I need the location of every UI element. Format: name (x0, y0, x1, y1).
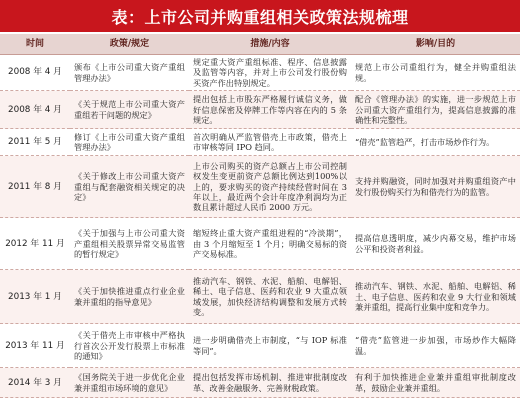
row-impact: “借壳”监管趋严，打击市场炒作行为。 (351, 129, 520, 156)
row-policy: 《关于加快推进重点行业企业兼并重组的指导意见》 (70, 270, 189, 324)
row-date: 2011 年 8 月 (0, 156, 70, 218)
row-policy: 《关于借壳上市审核中严格执行首次公开发行股票上市标准的通知》 (70, 324, 189, 368)
row-policy: 颁布《上市公司重大资产重组管理办法》 (70, 55, 189, 91)
table-body (0, 55, 520, 398)
row-measure: 进一步明确借壳上市制度，“与 IOP 标准等同”。 (189, 324, 351, 368)
table-row (0, 270, 520, 324)
table-row (0, 55, 520, 91)
table-row (0, 129, 520, 156)
row-measure: 缩短终止重大资产重组进程的“冷淡期”，由 3 个月缩短至 1 个月；明确交易标的资产交易标准。 (189, 218, 351, 270)
row-impact: “借壳”监管进一步加强，市场炒作大幅降温。 (351, 324, 520, 368)
row-measure: 上市公司购买的资产总额占上市公司控制权发生变更前资产总额比例达到100%以上的，要求购买的资产持续经营时间在 3 年以上，最近两个会计年度净利润均为正数且累计超过人民币 2000 万元。 (189, 156, 351, 218)
row-date: 2008 年 4 月 (0, 91, 70, 129)
row-impact: 配合《管理办法》的实施，进一步规范上市公司重大资产重组行为，提高信息披露的准确性和完整性。 (351, 91, 520, 129)
row-measure: 规定重大资产重组标准、程序、信息披露及监管等内容，并对上市公司发行股份购买资产作出特别规定。 (189, 55, 351, 91)
header-policy: 政策/规定 (70, 34, 189, 55)
table-title: 表：上市公司并购重组相关政策法规梳理 (0, 0, 520, 32)
row-policy: 修订《上市公司重大资产重组管理办法》 (70, 129, 189, 156)
row-date: 2013 年 1 月 (0, 270, 70, 324)
row-policy: 《关于规范上市公司重大资产重组若干问题的规定》 (70, 91, 189, 129)
header-impact: 影响/目的 (351, 34, 520, 55)
row-impact: 有利于加快推进企业兼并重组审批制度改革，鼓励企业兼并重组。 (351, 368, 520, 398)
row-policy: 《关于修改上市公司重大资产重组与配套融资相关规定的决定》 (70, 156, 189, 218)
row-impact: 支持并购融资，同时加强对并购重组资产中发行股份购买行为和借壳行为的监管。 (351, 156, 520, 218)
row-measure: 推动汽车、钢铁、水泥、船舶、电解铝、稀土、电子信息、医药和农业 9 大重点领域发展，加快经济结构调整和发展方式转变。 (189, 270, 351, 324)
row-policy: 《关于加强与上市公司重大资产重组相关股票异常交易监管的暂行规定》 (70, 218, 189, 270)
header-time: 时间 (0, 34, 70, 55)
table-row (0, 156, 520, 218)
table-header (0, 34, 520, 55)
row-measure: 提出包括上市股东严格履行诚信义务，做好信息保密及停牌工作等内容在内的 5 条规定。 (189, 91, 351, 129)
row-measure: 提出包括发挥市场机制、推进审批制度改革、改善金融服务、完善财税政策。 (189, 368, 351, 398)
row-date: 2012 年 11 月 (0, 218, 70, 270)
row-impact: 规范上市公司重组行为，健全并购重组法规。 (351, 55, 520, 91)
row-date: 2013 年 11 月 (0, 324, 70, 368)
row-impact: 提高信息透明度，减少内幕交易，维护市场公平和投资者利益。 (351, 218, 520, 270)
row-measure: 首次明确从严监管借壳上市政策，借壳上市审核等同 IPO 趋同。 (189, 129, 351, 156)
header-measure: 措施/内容 (189, 34, 351, 55)
table-row (0, 91, 520, 129)
table-row (0, 324, 520, 368)
row-impact: 推动汽车、钢铁、水泥、船舶、电解铝、稀土、电子信息、医药和农业 9 大行业和领域兼并重组，提高行业集中度和竞争力。 (351, 270, 520, 324)
table-row (0, 368, 520, 398)
table-row (0, 218, 520, 270)
row-date: 2014 年 3 月 (0, 368, 70, 398)
row-date: 2008 年 4 月 (0, 55, 70, 91)
row-date: 2011 年 5 月 (0, 129, 70, 156)
policy-table (0, 34, 520, 398)
row-policy: 《国务院关于进一步优化企业兼并重组市场环境的意见》 (70, 368, 189, 398)
